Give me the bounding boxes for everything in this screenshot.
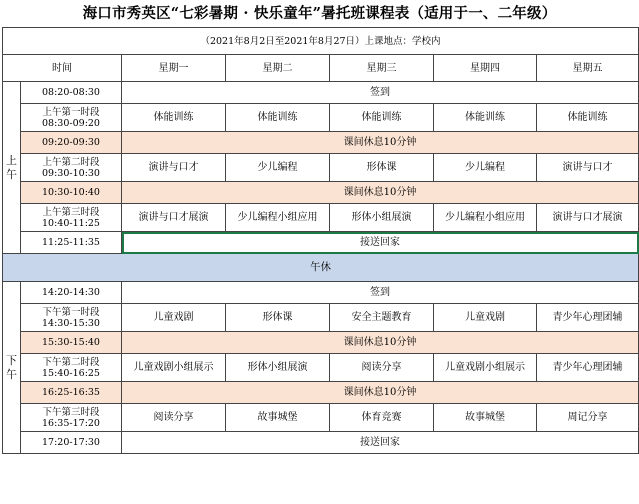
time-slot[interactable]: 11:25-11:35 xyxy=(21,232,122,254)
course-cell-tuesday[interactable]: 形体小组展演 xyxy=(226,354,330,382)
break-cell[interactable]: 课间休息10分钟 xyxy=(122,382,639,404)
time-slot[interactable]: 上午第二时段 09:30-10:30 xyxy=(21,154,122,182)
period-afternoon[interactable]: 下 午 xyxy=(3,282,21,454)
course-cell-monday[interactable]: 演讲与口才 xyxy=(122,154,226,182)
course-cell-wednesday[interactable]: 形体小组展演 xyxy=(330,204,434,232)
merged-activity-cell[interactable]: 接送回家 xyxy=(122,432,639,454)
time-slot[interactable]: 08:20-08:30 xyxy=(21,82,122,104)
course-cell-wednesday[interactable]: 形体课 xyxy=(330,154,434,182)
course-cell-thursday[interactable]: 儿童戏剧小组展示 xyxy=(434,354,537,382)
merged-activity-cell[interactable]: 签到 xyxy=(122,82,639,104)
course-cell-thursday[interactable]: 儿童戏剧 xyxy=(434,304,537,332)
time-slot[interactable]: 09:20-09:30 xyxy=(21,132,122,154)
schedule-row xyxy=(3,132,639,154)
break-cell[interactable]: 课间休息10分钟 xyxy=(122,182,639,204)
schedule-row xyxy=(3,404,639,432)
schedule-row xyxy=(3,82,639,104)
noon-break-cell[interactable]: 午休 xyxy=(3,254,639,282)
break-cell[interactable]: 课间休息10分钟 xyxy=(122,132,639,154)
header-wednesday[interactable]: 星期三 xyxy=(330,55,434,82)
header-monday[interactable]: 星期一 xyxy=(122,55,226,82)
course-cell-thursday[interactable]: 故事城堡 xyxy=(434,404,537,432)
schedule-row xyxy=(3,104,639,132)
course-cell-monday[interactable]: 儿童戏剧 xyxy=(122,304,226,332)
time-slot[interactable]: 下午第三时段 16:35-17:20 xyxy=(21,404,122,432)
time-slot[interactable]: 16:25-16:35 xyxy=(21,382,122,404)
course-cell-monday[interactable]: 儿童戏剧小组展示 xyxy=(122,354,226,382)
course-cell-thursday[interactable]: 少儿编程小组应用 xyxy=(434,204,537,232)
course-cell-friday[interactable]: 青少年心理团辅 xyxy=(537,304,639,332)
course-cell-thursday[interactable]: 少儿编程 xyxy=(434,154,537,182)
schedule-row xyxy=(3,432,639,454)
course-cell-friday[interactable]: 演讲与口才展演 xyxy=(537,204,639,232)
period-morning[interactable]: 上 午 xyxy=(3,82,21,254)
time-slot[interactable]: 10:30-10:40 xyxy=(21,182,122,204)
course-cell-tuesday[interactable]: 少儿编程 xyxy=(226,154,330,182)
course-cell-wednesday[interactable]: 体育竞赛 xyxy=(330,404,434,432)
time-slot[interactable]: 下午第二时段 15:40-16:25 xyxy=(21,354,122,382)
course-cell-monday[interactable]: 演讲与口才展演 xyxy=(122,204,226,232)
course-cell-friday[interactable]: 青少年心理团辅 xyxy=(537,354,639,382)
schedule-row xyxy=(3,332,639,354)
course-cell-tuesday[interactable]: 形体课 xyxy=(226,304,330,332)
course-cell-monday[interactable]: 体能训练 xyxy=(122,104,226,132)
time-slot[interactable]: 下午第一时段 14:30-15:30 xyxy=(21,304,122,332)
schedule-row xyxy=(3,182,639,204)
course-cell-friday[interactable]: 体能训练 xyxy=(537,104,639,132)
header-thursday[interactable]: 星期四 xyxy=(434,55,537,82)
header-friday[interactable]: 星期五 xyxy=(537,55,639,82)
merged-activity-cell[interactable]: 签到 xyxy=(122,282,639,304)
course-cell-thursday[interactable]: 体能训练 xyxy=(434,104,537,132)
course-cell-tuesday[interactable]: 故事城堡 xyxy=(226,404,330,432)
course-cell-wednesday[interactable]: 体能训练 xyxy=(330,104,434,132)
course-cell-tuesday[interactable]: 体能训练 xyxy=(226,104,330,132)
schedule-row xyxy=(3,282,639,304)
time-slot[interactable]: 17:20-17:30 xyxy=(21,432,122,454)
course-cell-wednesday[interactable]: 安全主题教育 xyxy=(330,304,434,332)
noon-row xyxy=(3,254,639,282)
merged-activity-cell[interactable]: 接送回家 xyxy=(122,232,639,254)
course-cell-monday[interactable]: 阅读分享 xyxy=(122,404,226,432)
time-slot[interactable]: 15:30-15:40 xyxy=(21,332,122,354)
time-slot[interactable]: 上午第一时段 08:30-09:20 xyxy=(21,104,122,132)
time-slot[interactable]: 上午第三时段 10:40-11:25 xyxy=(21,204,122,232)
course-cell-friday[interactable]: 演讲与口才 xyxy=(537,154,639,182)
time-slot[interactable]: 14:20-14:30 xyxy=(21,282,122,304)
schedule-row xyxy=(3,304,639,332)
schedule-row xyxy=(3,232,639,254)
course-cell-tuesday[interactable]: 少儿编程小组应用 xyxy=(226,204,330,232)
schedule-row xyxy=(3,354,639,382)
course-cell-wednesday[interactable]: 阅读分享 xyxy=(330,354,434,382)
schedule-row xyxy=(3,382,639,404)
schedule-title: 海口市秀英区“七彩暑期 · 快乐童年”暑托班课程表（适用于一、二年级） xyxy=(82,5,557,22)
date-location-line[interactable]: （2021年8月2日至2021年8月27日）上课地点：学校内 xyxy=(3,28,639,55)
schedule-row xyxy=(3,204,639,232)
schedule-table xyxy=(2,27,639,454)
header-time[interactable]: 时间 xyxy=(3,55,122,82)
schedule-row xyxy=(3,154,639,182)
break-cell[interactable]: 课间休息10分钟 xyxy=(122,332,639,354)
header-tuesday[interactable]: 星期二 xyxy=(226,55,330,82)
course-cell-friday[interactable]: 周记分享 xyxy=(537,404,639,432)
